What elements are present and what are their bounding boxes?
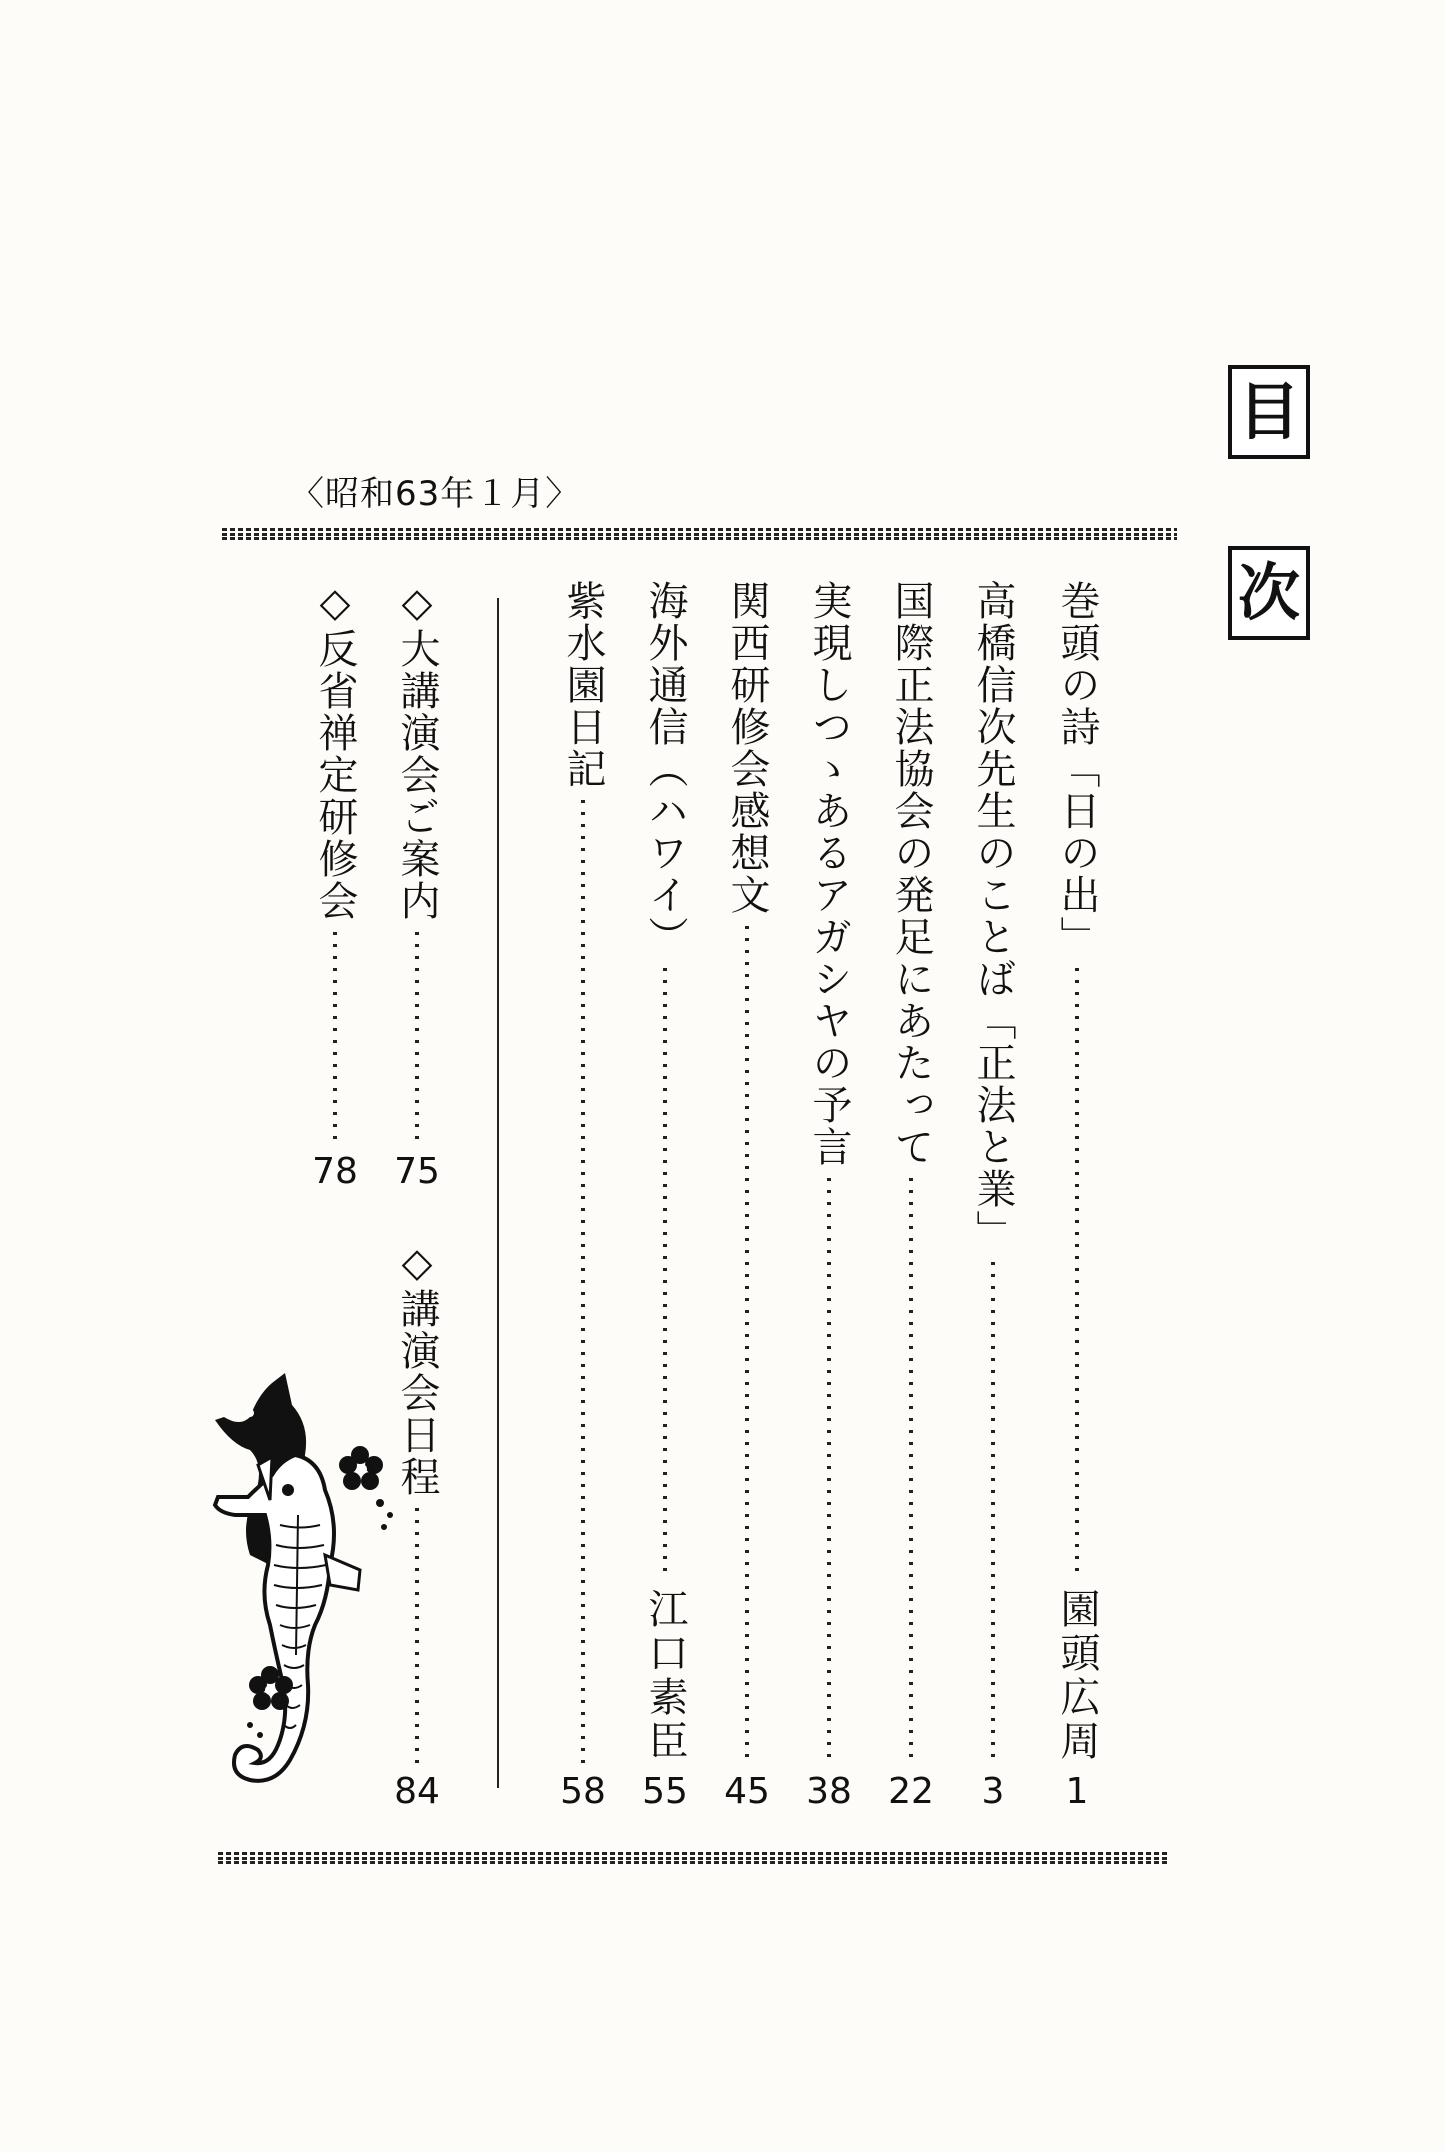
toc-title-char-1: 目 <box>1228 365 1310 459</box>
entry-title: 巻頭の詩「日の出」 <box>1054 580 1100 958</box>
top-border-rule <box>222 528 1177 540</box>
section-divider <box>497 598 499 1788</box>
entry-page-number: 22 <box>888 1771 934 1812</box>
dot-leader <box>909 1178 913 1764</box>
entry-title: ◇大講演会ご案内 <box>394 580 440 922</box>
toc-entry[interactable] <box>722 580 772 1810</box>
dot-leader <box>581 800 585 1764</box>
toc-entry[interactable] <box>558 580 608 1810</box>
dot-leader <box>1075 968 1079 1578</box>
dot-leader <box>827 1178 831 1764</box>
toc-entry[interactable] <box>968 580 1018 1810</box>
entry-title: 関西研修会感想文 <box>724 580 770 916</box>
entry-title: ◇反省禅定研修会 <box>312 580 358 922</box>
dot-leader <box>333 932 337 1144</box>
entry-page-number: 84 <box>394 1771 440 1812</box>
entry-page-number: 45 <box>724 1771 770 1812</box>
issue-date: 〈昭和63年１月〉 <box>290 474 581 514</box>
toc-entry[interactable] <box>886 580 936 1810</box>
entry-author: 江口素臣 <box>642 1588 688 1764</box>
entry-page-number: 58 <box>560 1771 606 1812</box>
entry-title: 紫水園日記 <box>560 580 606 790</box>
seahorse-illustration-icon <box>210 1365 410 1825</box>
entry-page-number: 78 <box>312 1151 358 1192</box>
dot-leader <box>745 926 749 1764</box>
toc-sub-entry[interactable] <box>392 580 442 1190</box>
entry-page-number: 1 <box>1065 1771 1089 1812</box>
entry-title: ◇講演会日程 <box>394 1240 440 1498</box>
bottom-border-rule <box>218 1852 1168 1864</box>
toc-title-char-2: 次 <box>1228 546 1310 640</box>
toc-entry[interactable] <box>1052 580 1102 1810</box>
toc-sub-entry[interactable] <box>310 580 360 1190</box>
entry-page-number: 75 <box>394 1151 440 1192</box>
entry-title: 高橋信次先生のことば「正法と業」 <box>970 580 1016 1252</box>
entry-page-number: 55 <box>642 1771 688 1812</box>
entry-title: 実現しつゝあるアガシヤの予言 <box>806 580 852 1168</box>
toc-entry[interactable] <box>804 580 854 1810</box>
dot-leader <box>415 932 419 1144</box>
entry-title: 国際正法協会の発足にあたって <box>888 580 934 1168</box>
entry-page-number: 38 <box>806 1771 852 1812</box>
dot-leader <box>415 1508 419 1764</box>
entry-page-number: 3 <box>981 1771 1005 1812</box>
dot-leader <box>991 1262 995 1764</box>
toc-entry[interactable] <box>640 580 690 1810</box>
entry-author: 園頭広周 <box>1054 1588 1100 1764</box>
entry-title: 海外通信（ハワイ） <box>642 580 688 958</box>
dot-leader <box>663 968 667 1578</box>
